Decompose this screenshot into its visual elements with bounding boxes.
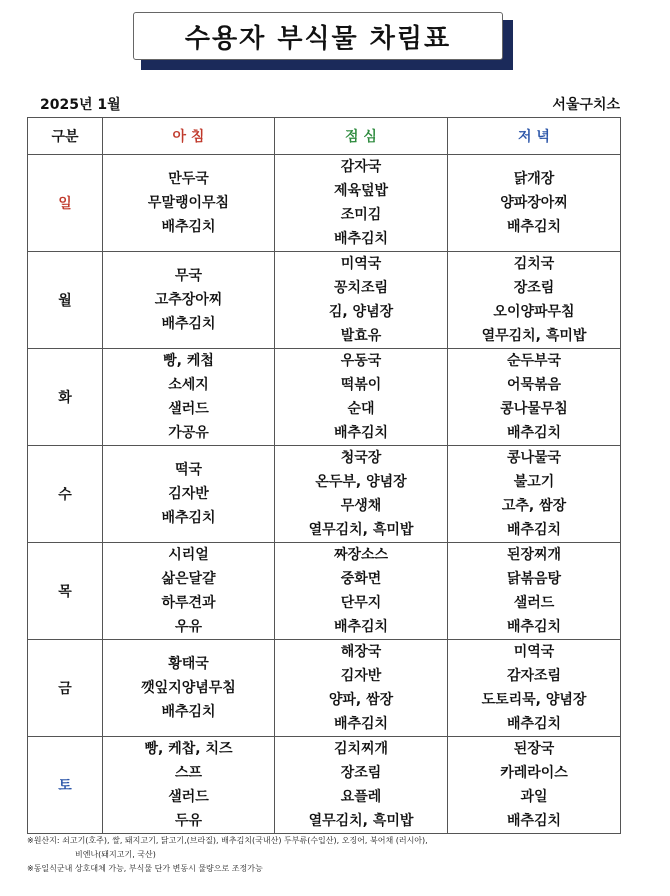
menu-row	[28, 640, 621, 737]
dinner-cell	[448, 737, 621, 834]
day-label: 일	[28, 155, 103, 252]
dinner-cell	[448, 252, 621, 349]
header-category: 구분	[28, 118, 103, 155]
institution-label: 서울구치소	[552, 97, 620, 113]
dinner-item: 배추김치	[506, 522, 562, 538]
lunch-item: 발효유	[340, 328, 382, 344]
lunch-item: 온두부, 양념장	[315, 474, 407, 490]
header-breakfast: 아 침	[103, 118, 275, 155]
lunch-item: 감자국	[340, 159, 382, 175]
dinner-item: 불고기	[513, 474, 555, 490]
lunch-item: 김치찌개	[333, 741, 389, 757]
dinner-item: 콩나물국	[506, 450, 562, 466]
breakfast-item: 스프	[174, 765, 203, 781]
day-label: 화	[28, 349, 103, 446]
dinner-item: 된장국	[513, 741, 555, 757]
lunch-item: 무생채	[340, 498, 382, 514]
day-label: 월	[28, 252, 103, 349]
breakfast-item: 우유	[174, 619, 203, 635]
breakfast-item: 무말랭이무침	[147, 195, 230, 211]
footnote-note: ※동일식군내 상호대체 가능, 부식물 단가 변동시 물량으로 조정가능	[27, 864, 263, 873]
breakfast-cell	[103, 543, 275, 640]
dinner-item: 콩나물무침	[500, 401, 568, 417]
lunch-item: 꽁치조림	[333, 280, 389, 296]
lunch-item: 우동국	[340, 353, 382, 369]
dinner-item: 어묵볶음	[506, 377, 562, 393]
lunch-item: 중화면	[340, 571, 382, 587]
menu-row	[28, 155, 621, 252]
breakfast-item: 샐러드	[168, 789, 209, 805]
lunch-cell	[275, 155, 448, 252]
breakfast-item: 황태국	[168, 656, 209, 672]
lunch-item: 배추김치	[333, 231, 389, 247]
breakfast-item: 깻잎지양념무침	[141, 680, 236, 696]
breakfast-item: 빵, 케첩	[163, 353, 214, 369]
day-label: 수	[28, 446, 103, 543]
dinner-cell	[448, 640, 621, 737]
dinner-item: 미역국	[513, 644, 555, 660]
breakfast-item: 두유	[174, 813, 203, 829]
menu-row	[28, 446, 621, 543]
dinner-item: 도토리묵, 양념장	[481, 692, 587, 708]
breakfast-item: 배추김치	[161, 704, 216, 720]
breakfast-item: 떡국	[174, 462, 203, 478]
breakfast-item: 시리얼	[168, 547, 209, 563]
breakfast-item: 소세지	[168, 377, 209, 393]
menu-row	[28, 349, 621, 446]
day-label: 금	[28, 640, 103, 737]
dinner-item: 순두부국	[506, 353, 562, 369]
breakfast-cell	[103, 446, 275, 543]
header-lunch: 점 심	[275, 118, 448, 155]
lunch-item: 조미김	[340, 207, 382, 223]
dinner-cell	[448, 446, 621, 543]
title-frame	[133, 12, 505, 62]
menu-header-row	[28, 118, 621, 155]
dinner-cell	[448, 349, 621, 446]
breakfast-item: 고추장아찌	[154, 292, 223, 308]
lunch-item: 열무김치, 흑미밥	[308, 813, 414, 829]
day-label: 토	[28, 737, 103, 834]
lunch-item: 짜장소스	[333, 547, 389, 563]
dinner-item: 오이양파무침	[493, 304, 575, 320]
dinner-item: 배추김치	[506, 425, 562, 441]
dinner-item: 샐러드	[513, 595, 555, 611]
lunch-item: 장조림	[340, 765, 382, 781]
lunch-item: 단무지	[340, 595, 382, 611]
dinner-item: 양파장아찌	[500, 195, 568, 211]
lunch-item: 미역국	[340, 256, 382, 272]
breakfast-cell	[103, 349, 275, 446]
dinner-item: 열무김치, 흑미밥	[481, 328, 587, 344]
lunch-item: 김자반	[340, 668, 382, 684]
breakfast-item: 샐러드	[168, 401, 209, 417]
lunch-cell	[275, 349, 448, 446]
breakfast-cell	[103, 252, 275, 349]
lunch-item: 해장국	[340, 644, 382, 660]
lunch-item: 배추김치	[333, 425, 389, 441]
dinner-item: 닭볶음탕	[506, 571, 562, 587]
lunch-item: 열무김치, 흑미밥	[308, 522, 414, 538]
breakfast-item: 김자반	[168, 486, 209, 502]
dinner-cell	[448, 543, 621, 640]
menu-body	[28, 155, 621, 834]
dinner-cell	[448, 155, 621, 252]
breakfast-item: 배추김치	[161, 510, 216, 526]
breakfast-cell	[103, 640, 275, 737]
dinner-item: 된장찌개	[506, 547, 562, 563]
breakfast-item: 배추김치	[161, 219, 216, 235]
lunch-cell	[275, 640, 448, 737]
dinner-item: 고추, 쌈장	[501, 498, 567, 514]
lunch-item: 요플레	[340, 789, 382, 805]
dinner-item: 배추김치	[506, 813, 562, 829]
breakfast-item: 무국	[174, 268, 203, 284]
footnote-origin: ※원산지: 쇠고기(호주), 쌀, 돼지고기, 닭고기,(브라질), 배추김치(국내산) 두부류(수입산), 오징어, 북어채 (러시아),	[27, 836, 428, 845]
dinner-item: 배추김치	[506, 716, 562, 732]
lunch-cell	[275, 252, 448, 349]
menu-row	[28, 737, 621, 834]
header-dinner: 저 녁	[448, 118, 621, 155]
page-title: 수용자 부식물 차림표	[133, 12, 503, 60]
lunch-item: 김, 양념장	[328, 304, 394, 320]
footnotes	[27, 834, 620, 876]
period-label: 2025년 1월	[40, 97, 121, 113]
lunch-item: 배추김치	[333, 716, 389, 732]
lunch-item: 떡볶이	[340, 377, 382, 393]
dinner-item: 닭개장	[513, 171, 555, 187]
dinner-item: 배추김치	[506, 219, 562, 235]
breakfast-cell	[103, 155, 275, 252]
menu-row	[28, 252, 621, 349]
breakfast-item: 배추김치	[161, 316, 216, 332]
dinner-item: 장조림	[513, 280, 555, 296]
lunch-item: 배추김치	[333, 619, 389, 635]
lunch-item: 양파, 쌈장	[328, 692, 394, 708]
menu-row	[28, 543, 621, 640]
dinner-item: 과일	[520, 789, 548, 805]
lunch-item: 순대	[347, 401, 375, 417]
breakfast-item: 빵, 케찹, 치즈	[144, 741, 233, 757]
lunch-cell	[275, 737, 448, 834]
lunch-item: 청국장	[340, 450, 382, 466]
lunch-cell	[275, 543, 448, 640]
breakfast-item: 가공유	[168, 425, 209, 441]
dinner-item: 카레라이스	[500, 765, 568, 781]
dinner-item: 배추김치	[506, 619, 562, 635]
breakfast-item: 하루견과	[161, 595, 216, 611]
day-label: 목	[28, 543, 103, 640]
dinner-item: 감자조림	[506, 668, 562, 684]
lunch-cell	[275, 446, 448, 543]
breakfast-item: 삶은달걀	[161, 571, 216, 587]
lunch-item: 제육덮밥	[333, 183, 389, 199]
breakfast-item: 만두국	[168, 171, 209, 187]
dinner-item: 김치국	[513, 256, 555, 272]
footnote-origin-cont: 비엔나(돼지고기, 국산)	[75, 850, 156, 859]
menu-table	[27, 117, 621, 834]
breakfast-cell	[103, 737, 275, 834]
